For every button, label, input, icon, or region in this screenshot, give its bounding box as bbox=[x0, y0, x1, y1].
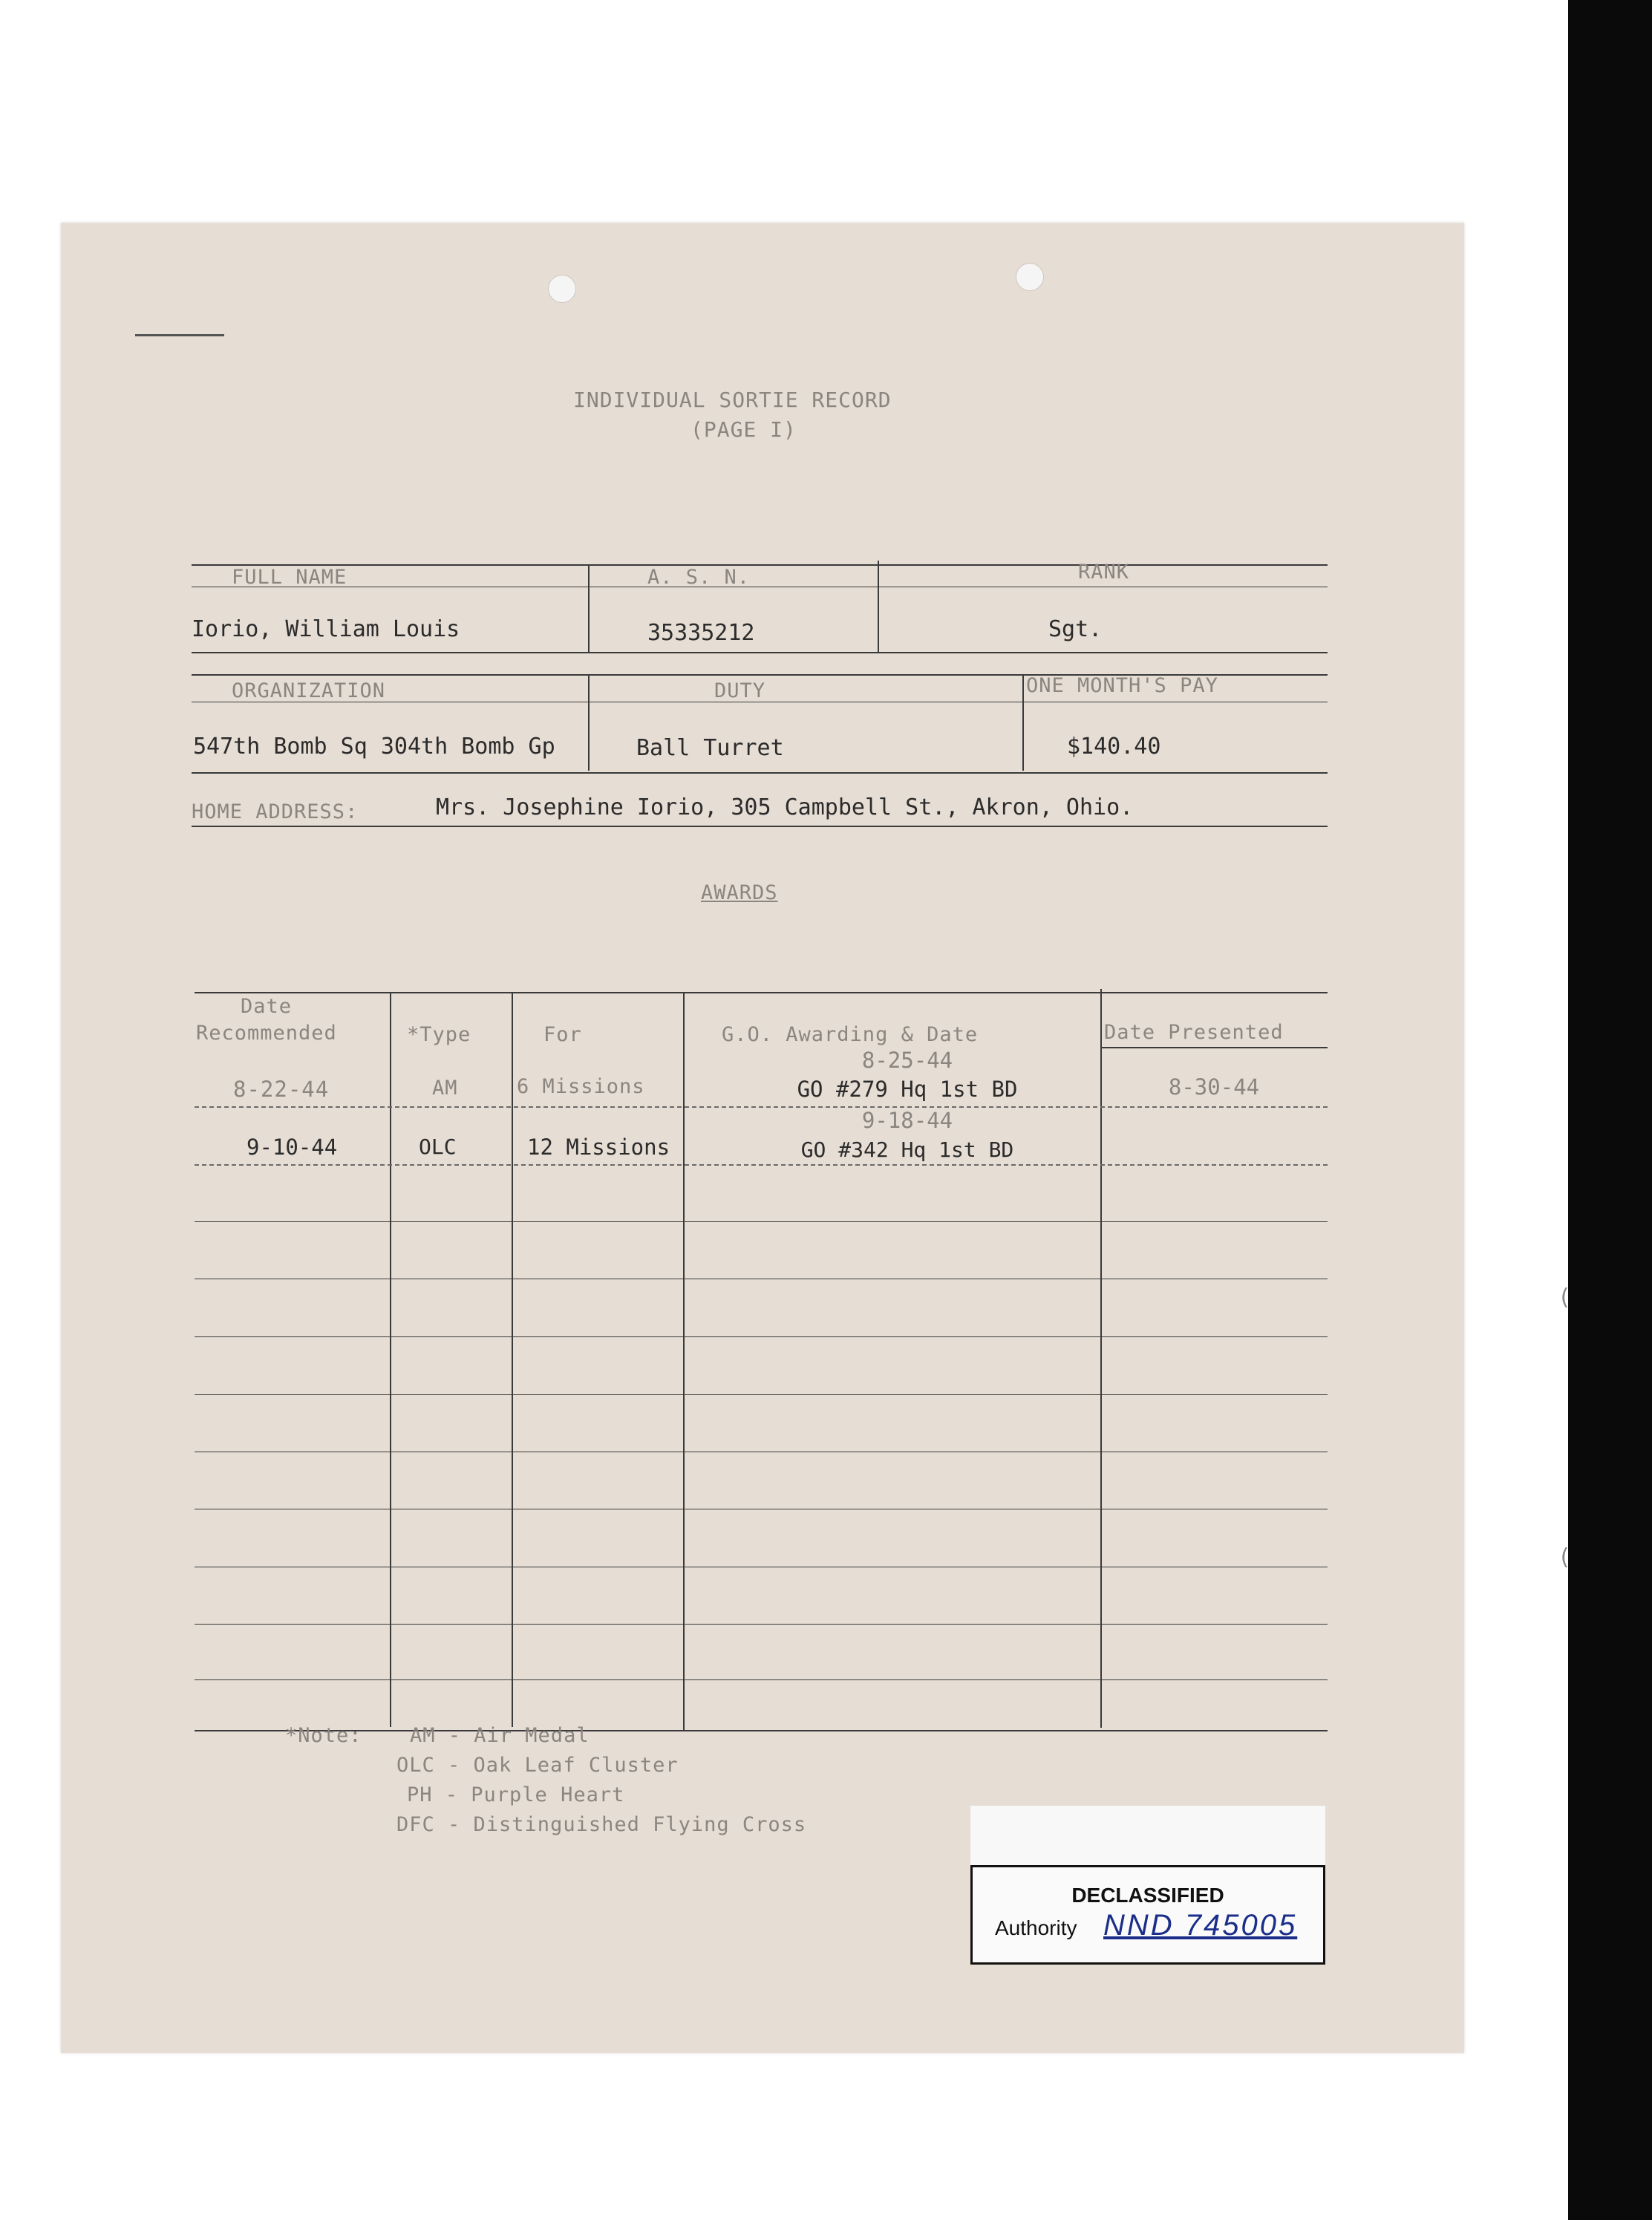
pay-label: ONE MONTH'S PAY bbox=[1026, 674, 1218, 697]
note-item: OLC - Oak Leaf Cluster bbox=[396, 1754, 679, 1777]
rule bbox=[192, 652, 1328, 653]
scan-edge-band bbox=[1568, 0, 1652, 2220]
note-item: DFC - Distinguished Flying Cross bbox=[396, 1813, 807, 1836]
divider bbox=[1022, 674, 1024, 771]
duty-value: Ball Turret bbox=[636, 735, 784, 761]
full-name-value: Iorio, William Louis bbox=[192, 616, 460, 642]
document-page bbox=[61, 223, 1464, 2053]
rule bbox=[192, 564, 1328, 566]
duty-label: DUTY bbox=[714, 679, 766, 702]
stamp-authority-label: Authority bbox=[995, 1916, 1077, 1939]
row-rule bbox=[195, 1394, 1328, 1395]
row2-for: 12 Missions bbox=[527, 1135, 670, 1160]
punch-hole-right bbox=[1016, 263, 1044, 291]
row1-go-date: 8-25-44 bbox=[861, 1048, 953, 1073]
divider bbox=[878, 561, 879, 653]
organization-value: 547th Bomb Sq 304th Bomb Gp bbox=[193, 734, 555, 760]
col-go: G.O. Awarding & Date bbox=[722, 1023, 979, 1046]
divider bbox=[588, 674, 590, 771]
row-rule bbox=[195, 1221, 1328, 1222]
table-top-rule bbox=[195, 992, 1328, 993]
stamp-title: DECLASSIFIED bbox=[1071, 1884, 1224, 1907]
row2-go: GO #342 Hq 1st BD bbox=[800, 1137, 1014, 1162]
home-address-value: Mrs. Josephine Iorio, 305 Campbell St., Akron, Ohio. bbox=[436, 794, 1134, 820]
margin-mark bbox=[135, 334, 224, 336]
divider bbox=[588, 564, 590, 653]
full-name-label: FULL NAME bbox=[232, 566, 347, 589]
awards-heading: AWARDS bbox=[701, 881, 778, 904]
column-divider bbox=[512, 992, 513, 1727]
punch-hole-left bbox=[548, 275, 576, 303]
col-for: For bbox=[543, 1023, 582, 1046]
column-divider bbox=[683, 992, 685, 1731]
row2-date: 9-10-44 bbox=[247, 1135, 338, 1160]
row2-go-date: 9-18-44 bbox=[861, 1108, 953, 1133]
row1-date: 8-22-44 bbox=[233, 1077, 330, 1102]
organization-label: ORGANIZATION bbox=[232, 679, 386, 702]
table-bottom-rule bbox=[195, 1730, 1328, 1731]
note-item: PH - Purple Heart bbox=[407, 1783, 625, 1806]
row1-type: AM bbox=[432, 1077, 458, 1100]
row1-presented: 8-30-44 bbox=[1168, 1074, 1260, 1100]
row1-go: GO #279 Hq 1st BD bbox=[797, 1077, 1018, 1102]
page-title: INDIVIDUAL SORTIE RECORD bbox=[573, 388, 892, 412]
row-rule bbox=[195, 1336, 1328, 1337]
col-date-recommended-2: Recommended bbox=[196, 1022, 337, 1045]
row2-type: OLC bbox=[419, 1135, 457, 1159]
rank-label: RANK bbox=[1078, 561, 1130, 584]
row-rule bbox=[195, 1679, 1328, 1680]
note-item: AM - Air Medal bbox=[410, 1724, 590, 1747]
asn-value: 35335212 bbox=[647, 620, 755, 646]
row1-for: 6 Missions bbox=[517, 1075, 645, 1098]
col-type: *Type bbox=[407, 1023, 471, 1046]
column-divider bbox=[390, 992, 391, 1727]
column-divider bbox=[1100, 989, 1102, 1728]
row-rule bbox=[195, 1624, 1328, 1625]
col-presented: Date Presented bbox=[1104, 1021, 1284, 1044]
rank-value: Sgt. bbox=[1048, 616, 1103, 642]
rule bbox=[1100, 1047, 1328, 1048]
rule bbox=[192, 826, 1328, 827]
stamp-authority-number: NND 745005 bbox=[1103, 1909, 1298, 1942]
rule bbox=[192, 772, 1328, 774]
home-address-label: HOME ADDRESS: bbox=[192, 800, 359, 823]
row-rule bbox=[195, 1164, 1328, 1166]
asn-label: A. S. N. bbox=[647, 566, 751, 589]
edge-mark: ( bbox=[1558, 1544, 1572, 1570]
declassified-stamp bbox=[970, 1865, 1325, 1965]
pay-value: $140.40 bbox=[1067, 734, 1161, 760]
note-label: *Note: bbox=[285, 1724, 362, 1747]
page-subtitle: (PAGE I) bbox=[690, 417, 797, 442]
col-date-recommended-1: Date bbox=[241, 995, 293, 1018]
edge-mark: ( bbox=[1558, 1284, 1572, 1310]
